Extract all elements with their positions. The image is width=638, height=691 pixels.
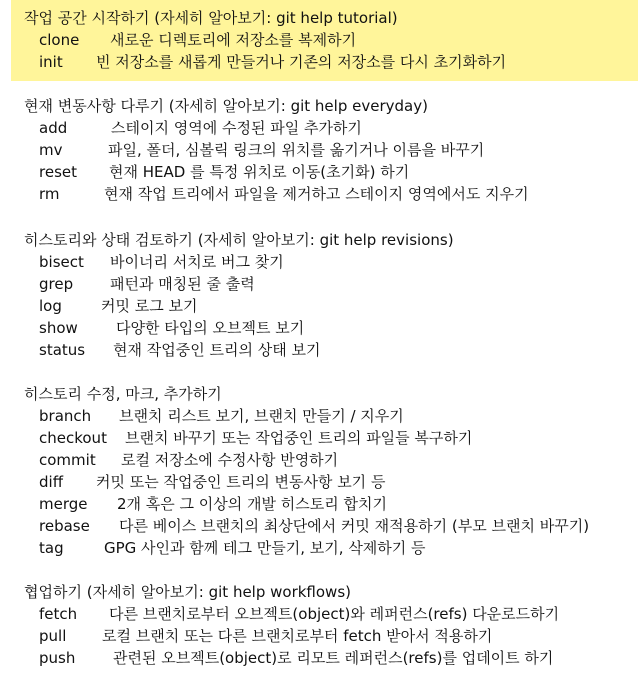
command-name: add — [39, 119, 68, 137]
command-row — [24, 493, 638, 515]
command-desc: 커밋 또는 작업중인 트리의 변동사항 보기 등 — [96, 473, 386, 491]
command-name: rm — [39, 185, 60, 203]
section-start-workspace — [24, 7, 638, 73]
section-collaborate — [24, 581, 638, 669]
command-name: clone — [39, 31, 80, 49]
command-name: merge — [39, 495, 88, 513]
command-desc: 패턴과 매칭된 줄 출력 — [110, 275, 255, 293]
command-row — [24, 273, 638, 295]
command-name: fetch — [39, 605, 78, 623]
command-name: pull — [39, 627, 67, 645]
command-row — [24, 339, 638, 361]
section-title: 히스토리 수정, 마크, 추가하기 — [24, 385, 222, 403]
command-desc: 다른 베이스 브랜치의 최상단에서 커밋 재적용하기 (부모 브랜치 바꾸기) — [119, 517, 590, 535]
command-name: commit — [39, 451, 96, 469]
command-name: show — [39, 319, 78, 337]
command-name: log — [39, 297, 62, 315]
command-row — [24, 251, 638, 273]
command-desc: 새로운 디렉토리에 저장소를 복제하기 — [110, 31, 357, 49]
section-history-status — [24, 229, 638, 361]
command-name: checkout — [39, 429, 107, 447]
command-desc: 관련된 오브젝트(object)로 리모트 레퍼런스(refs)를 업데이트 하기 — [113, 649, 554, 667]
command-name: tag — [39, 539, 64, 557]
command-row — [24, 117, 638, 139]
command-desc: 빈 저장소를 새롭게 만들거나 기존의 저장소를 다시 초기화하기 — [96, 53, 507, 71]
command-desc: 로컬 브랜치 또는 다른 브랜치로부터 fetch 받아서 적용하기 — [102, 627, 493, 645]
command-name: bisect — [39, 253, 84, 271]
command-desc: 다른 브랜치로부터 오브젝트(object)와 레퍼런스(refs) 다운로드하기 — [109, 605, 560, 623]
command-row — [24, 161, 638, 183]
command-row — [24, 537, 638, 559]
command-desc: 브랜치 바꾸기 또는 작업중인 트리의 파일들 복구하기 — [125, 429, 473, 447]
command-desc: 스테이지 영역에 수정된 파일 추가하기 — [111, 119, 362, 137]
command-row — [24, 51, 638, 73]
command-row — [24, 183, 638, 205]
command-name: mv — [39, 141, 63, 159]
command-row — [24, 471, 638, 493]
command-desc: 바이너리 서치로 버그 찾기 — [110, 253, 284, 271]
command-row — [24, 603, 638, 625]
command-row — [24, 647, 638, 669]
command-desc: 현재 작업중인 트리의 상태 보기 — [113, 341, 321, 359]
command-desc: 커밋 로그 보기 — [101, 297, 198, 315]
command-name: rebase — [39, 517, 90, 535]
command-row — [24, 405, 638, 427]
command-desc: 로컬 저장소에 수정사항 반영하기 — [121, 451, 339, 469]
command-row — [24, 317, 638, 339]
command-row — [24, 139, 638, 161]
command-desc: 현재 HEAD 를 특정 위치로 이동(초기화) 하기 — [109, 163, 410, 181]
command-row — [24, 427, 638, 449]
section-title: 히스토리와 상태 검토하기 (자세히 알아보기: git help revisions) — [24, 231, 454, 249]
command-name: push — [39, 649, 76, 667]
section-title: 작업 공간 시작하기 (자세히 알아보기: git help tutorial) — [24, 9, 398, 27]
command-name: grep — [39, 275, 74, 293]
command-desc: 브랜치 리스트 보기, 브랜치 만들기 / 지우기 — [119, 407, 404, 425]
command-name: init — [39, 53, 63, 71]
section-current-changes — [24, 95, 638, 205]
command-name: status — [39, 341, 86, 359]
section-title: 현재 변동사항 다루기 (자세히 알아보기: git help everyday) — [24, 97, 428, 115]
command-desc: GPG 사인과 함께 테그 만들기, 보기, 삭제하기 등 — [104, 539, 426, 557]
command-row — [24, 29, 638, 51]
command-desc: 파일, 폴더, 심볼릭 링크의 위치를 옮기거나 이름을 바꾸기 — [108, 141, 485, 159]
section-title: 협업하기 (자세히 알아보기: git help workflows) — [24, 583, 351, 601]
command-row — [24, 625, 638, 647]
command-row — [24, 515, 638, 537]
command-desc: 2개 혹은 그 이상의 개발 히스토리 합치기 — [117, 495, 387, 513]
command-desc: 현재 작업 트리에서 파일을 제거하고 스테이지 영역에서도 지우기 — [104, 185, 529, 203]
section-history-modify — [24, 383, 638, 559]
command-name: branch — [39, 407, 92, 425]
command-name: reset — [39, 163, 77, 181]
command-desc: 다양한 타입의 오브젝트 보기 — [116, 319, 305, 337]
command-name: diff — [39, 473, 64, 491]
command-row — [24, 295, 638, 317]
command-row — [24, 449, 638, 471]
